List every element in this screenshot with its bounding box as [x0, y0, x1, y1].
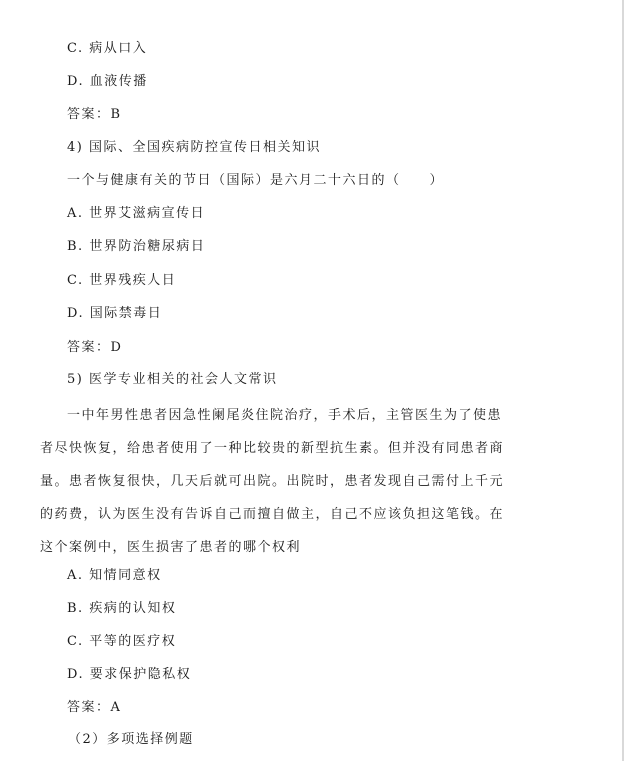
section4-question: 一个与健康有关的节日（国际）是六月二十六日的（ ）	[67, 173, 445, 188]
section4-heading: 4) 国际、全国疾病防控宣传日相关知识	[67, 140, 321, 155]
section5-option-c: C. 平等的医疗权	[67, 634, 177, 649]
answer-prev: 答案：B	[67, 107, 122, 122]
option-c-prev: C. 病从口入	[67, 41, 148, 56]
section5-heading: 5) 医学专业相关的社会人文常识	[67, 372, 278, 387]
section4-option-a: A. 世界艾滋病宣传日	[67, 206, 206, 221]
section5-option-d: D. 要求保护隐私权	[67, 667, 192, 682]
section4-answer: 答案：D	[67, 340, 123, 355]
question-line: 者尽快恢复，给患者使用了一种比较贵的新型抗生素。但并没有同患者商	[40, 441, 505, 456]
question-line: 的药费，认为医生没有告诉自己而擅自做主，自己不应该负担这笔钱。在	[40, 507, 505, 522]
question-line: 这个案例中，医生损害了患者的哪个权利	[40, 540, 302, 555]
section5-option-a: A. 知情同意权	[67, 568, 162, 583]
section4-option-d: D. 国际禁毒日	[67, 306, 163, 321]
question-line: 量。患者恢复很快，几天后就可出院。出院时，患者发现自己需付上千元	[40, 474, 505, 489]
section5-option-b: B. 疾病的认知权	[67, 601, 177, 616]
option-d-prev: D. 血液传播	[67, 74, 148, 89]
section5-answer: 答案：A	[67, 700, 122, 715]
next-section-heading: （2）多项选择例题	[68, 732, 194, 747]
section4-option-c: C. 世界残疾人日	[67, 273, 177, 288]
section4-option-b: B. 世界防治糖尿病日	[67, 239, 206, 254]
question-line: 一中年男性患者因急性阑尾炎住院治疗，手术后，主管医生为了使患	[67, 408, 503, 423]
